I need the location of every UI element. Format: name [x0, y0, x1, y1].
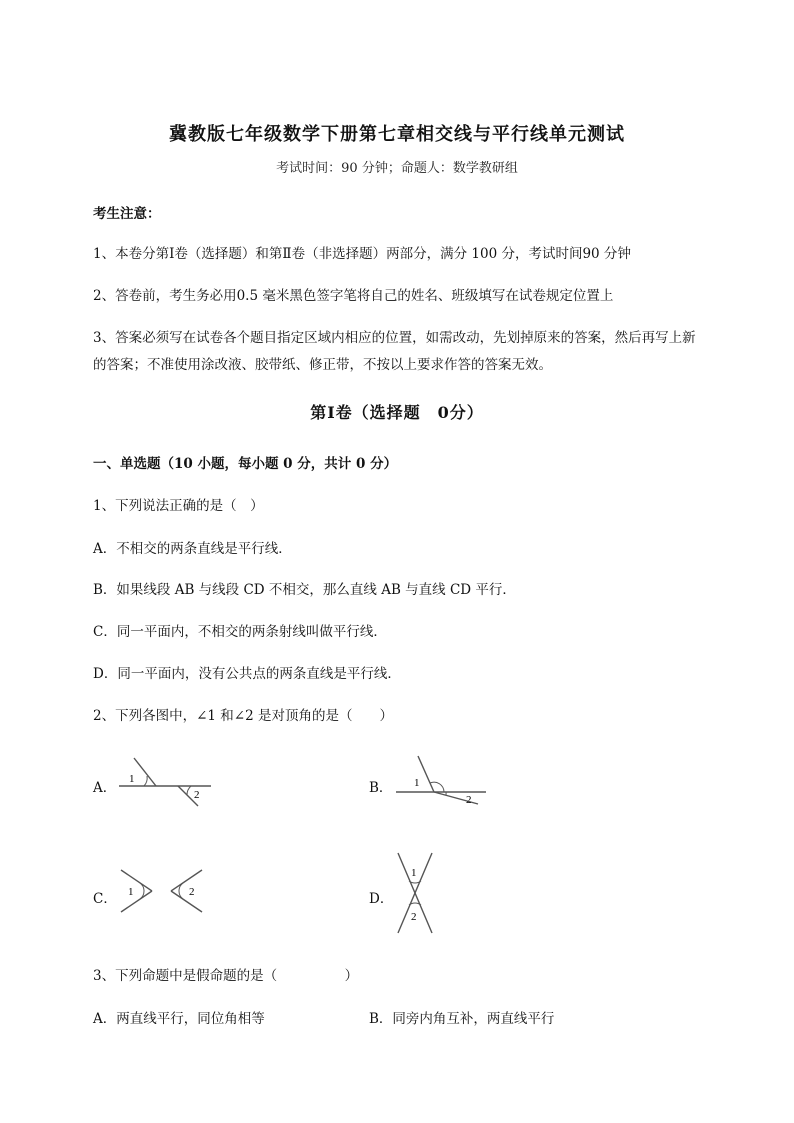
notice-item-3-cont: 的答案；不准使用涂改液、胶带纸、修正带，不按以上要求作答的答案无效。 [93, 357, 552, 373]
q2-figure-c [116, 864, 216, 918]
q2-figure-d [392, 850, 442, 936]
q2-figure-a-angle2: 2 [194, 789, 200, 801]
q2-option-a-label: A． [93, 780, 117, 796]
notice-item-3: 3、答案必须写在试卷各个题目指定区域内相应的位置，如需改动，先划掉原来的答案，然后再写上新 [93, 330, 696, 346]
q1-option-d: D．同一平面内，没有公共点的两条直线是平行线． [93, 666, 401, 682]
part-title: 一、单选题（10 小题，每小题 0 分，共计 0 分） [93, 456, 398, 472]
exam-subtitle: 考试时间：90 分钟；命题人：数学教研组 [276, 161, 518, 176]
q3-stem: 3、下列命题中是假命题的是（ ） [93, 968, 359, 984]
exam-title: 冀教版七年级数学下册第七章相交线与平行线单元测试 [169, 124, 625, 145]
q2-figure-b-angle2: 2 [466, 794, 472, 806]
q2-figure-a-angle1: 1 [129, 773, 135, 785]
section-title: 第Ⅰ卷（选择题 0分） [310, 403, 484, 422]
q2-figure-b [392, 748, 492, 808]
q2-figure-d-angle1: 1 [411, 867, 417, 879]
q2-figure-d-angle2: 2 [411, 911, 417, 923]
q1-option-c: C．同一平面内，不相交的两条射线叫做平行线． [93, 624, 387, 640]
q2-option-d-label: D． [369, 891, 394, 907]
q2-option-b-label: B． [369, 780, 393, 796]
q1-option-a: A．不相交的两条直线是平行线． [93, 541, 292, 557]
q1-stem: 1、下列说法正确的是（ ） [93, 498, 264, 514]
q3-option-a: A．两直线平行，同位角相等 [93, 1011, 265, 1027]
q2-option-c-label: C． [93, 891, 117, 907]
q2-figure-a [116, 750, 216, 810]
notice-item-1: 1、本卷分第Ⅰ卷（选择题）和第Ⅱ卷（非选择题）两部分，满分 100 分，考试时间90 分钟 [93, 246, 631, 262]
q1-option-b: B．如果线段 AB 与线段 CD 不相交，那么直线 AB 与直线 CD 平行． [93, 582, 516, 598]
q3-option-b: B．同旁内角互补，两直线平行 [369, 1011, 555, 1027]
q2-figure-c-angle1: 1 [128, 886, 134, 898]
q2-stem: 2、下列各图中，∠1 和∠2 是对顶角的是（ ） [93, 708, 393, 724]
notice-item-2: 2、答卷前，考生务必用0.5 毫米黑色签字笔将自己的姓名、班级填写在试卷规定位置上 [93, 288, 614, 304]
notice-heading: 考生注意： [93, 206, 161, 222]
q2-figure-b-angle1: 1 [414, 777, 420, 789]
q2-figure-c-angle2: 2 [189, 886, 195, 898]
